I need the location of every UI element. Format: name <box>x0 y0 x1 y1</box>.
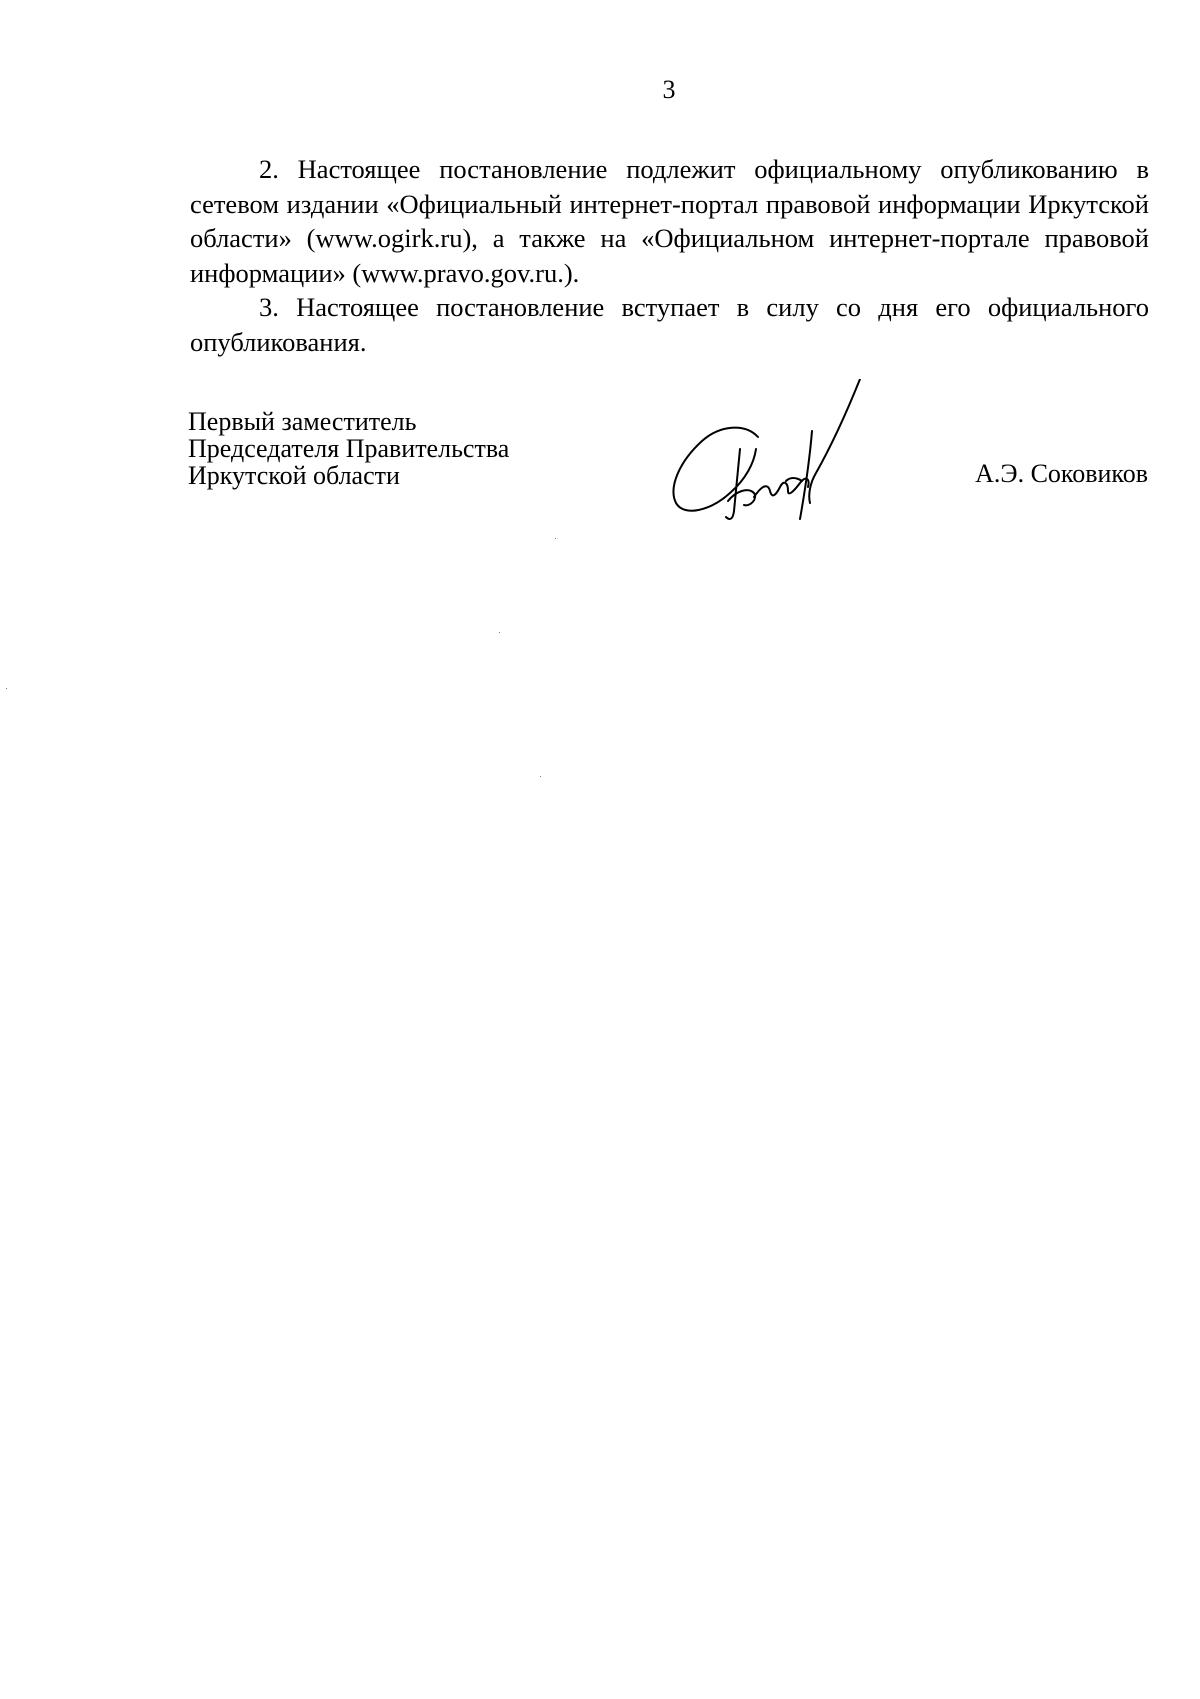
position-line: Первый заместитель <box>188 407 417 436</box>
scan-speck <box>6 688 7 689</box>
paragraph-publication: 2. Настоящее постановление подлежит официальному опубликованию в сетевом издании «Официальный интернет-портал правовой информации Иркутской области» (www.ogirk.ru), а также на «Официальном интернет-портале правовой информации» (www.pravo.gov.ru.). <box>190 154 1149 288</box>
paragraph-effective-date: 3. Настоящее постановление вступает в силу со дня его официального опубликования. <box>190 292 1149 357</box>
document-body <box>190 152 1149 359</box>
scan-speck <box>540 776 541 777</box>
signature-block <box>188 408 1148 548</box>
page-number: 3 <box>662 75 676 104</box>
signatory-position <box>188 408 509 489</box>
signatory-name: А.Э. Соковиков <box>975 459 1148 488</box>
scan-speck <box>555 538 556 539</box>
position-line: Иркутской области <box>188 461 400 490</box>
position-line: Председателя Правительства <box>188 434 510 463</box>
handwritten-signature-icon <box>650 379 880 539</box>
scan-speck <box>499 632 500 633</box>
